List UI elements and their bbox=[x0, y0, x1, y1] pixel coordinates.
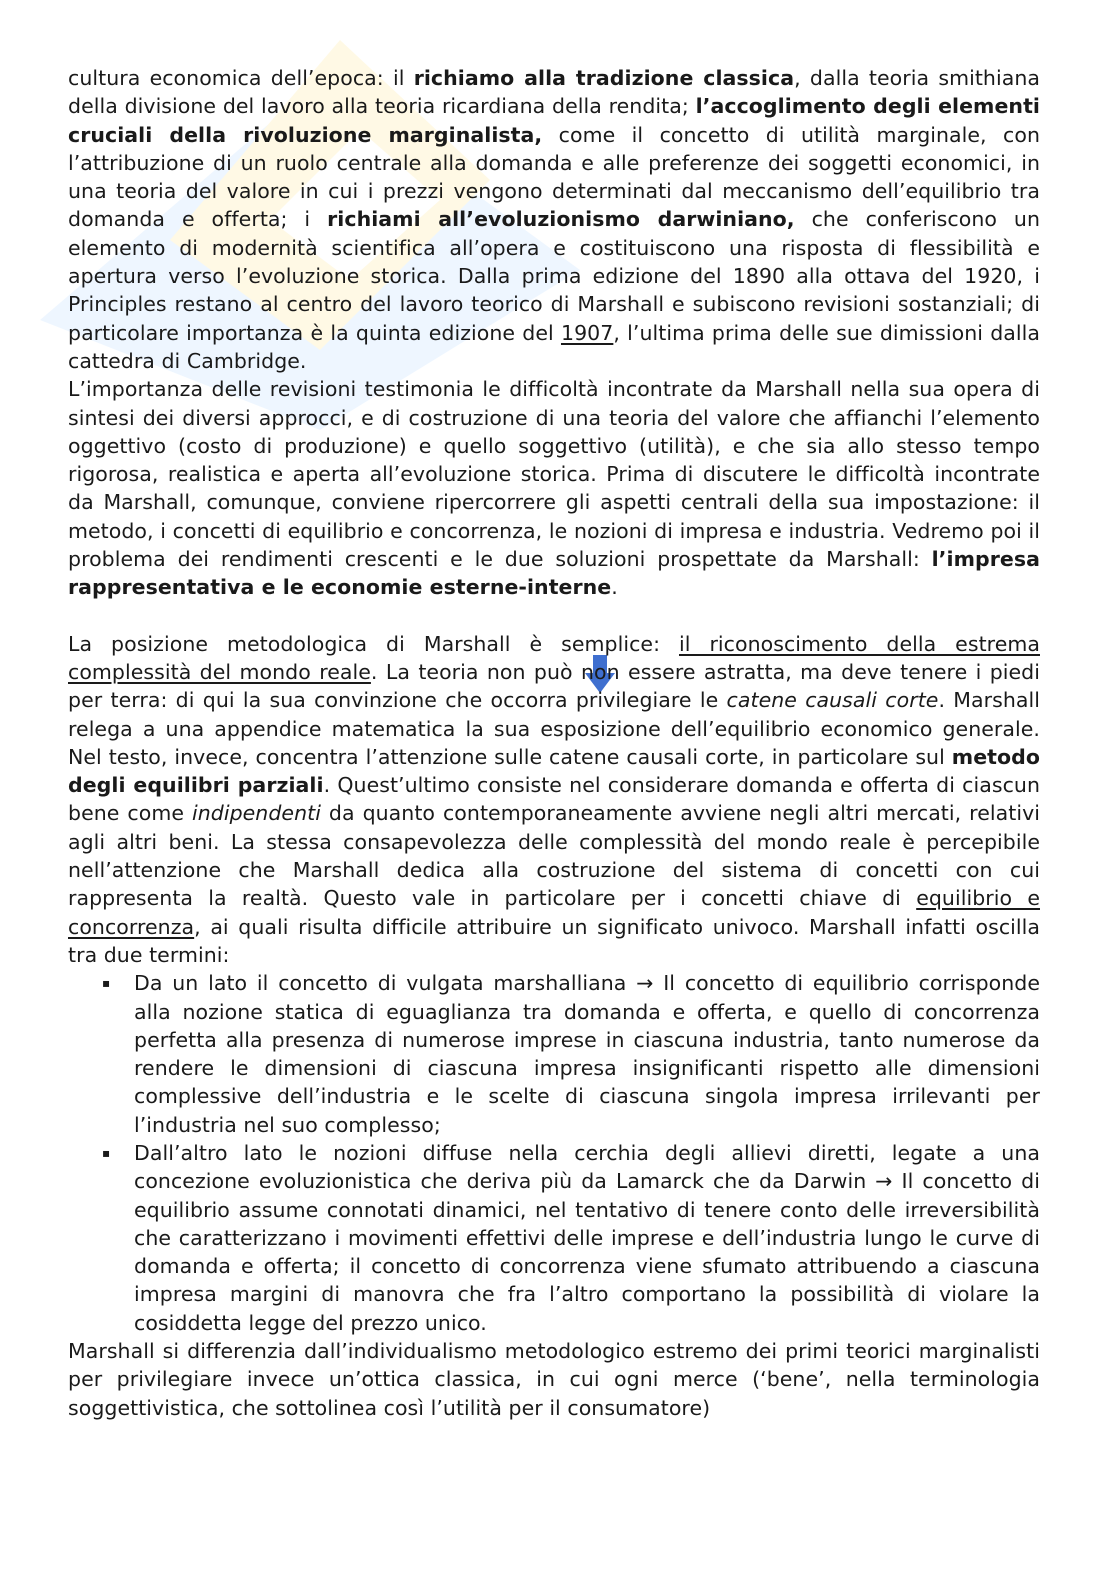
paragraph-classical-tradition bbox=[68, 64, 1040, 375]
bold-phrase: metodo degli equilibri parziali bbox=[68, 744, 1040, 798]
text-run: come il concetto di utilità marginale, con l’attribuzione di un ruolo centrale alla domanda e alle preferenze dei soggetti economici, in una teoria del valore in cui i prezzi vengono determinati dal meccanismo dell’equilibrio tra domanda e offerta; i bbox=[68, 122, 1041, 232]
text-run: . bbox=[611, 575, 618, 600]
bullet-list bbox=[68, 969, 1040, 1337]
underlined-phrase: equilibrio e concorrenza bbox=[68, 886, 1040, 939]
italic-phrase: indipendenti bbox=[191, 801, 321, 826]
text-run: , l’ultima prima delle sue dimissioni dalla cattedra di Cambridge. bbox=[68, 320, 1040, 373]
underlined-year: 1907 bbox=[560, 320, 614, 345]
text-run: . Quest’ultimo consiste nel considerare domanda e offerta di ciascun bene come bbox=[68, 773, 1040, 826]
underlined-phrase: il riconoscimento della estrema complessità del mondo reale bbox=[68, 631, 1040, 684]
bold-phrase: l’impresa rappresentativa e le economie esterne-interne bbox=[68, 547, 1040, 600]
bullet-marker: ▪ bbox=[102, 1145, 111, 1160]
text-run: . La teoria non può non essere astratta, ma deve tenere i piedi per terra: di qui la sua convinzione che occorra privilegiare le bbox=[68, 659, 1040, 713]
text-run: , ai quali risulta difficile attribuire un significato univoco. Marshall infatti oscilla tra due termini: bbox=[68, 914, 1040, 967]
bold-phrase: l’accoglimento degli elementi cruciali della rivoluzione marginalista, bbox=[68, 94, 1040, 147]
text-run: che conferiscono un elemento di modernità scientifica all’opera e costituiscono una risposta di flessibilità e apertura verso l’evoluzione storica. Dalla prima edizione del 1890 alla ottava del 1920, i Principles restano al centro del lavoro teorico di Marshall e subiscono revisioni sostanziali; di particolare importanza è la quinta edizione del bbox=[68, 207, 1040, 345]
list-item-text: Dall’altro lato le nozioni diffuse nella cerchia degli allievi diretti, legate a una concezione evoluzionistica che deriva più da Lamarck che da Darwin → Il concetto di equilibrio assume connotati dinamici, nel tentativo di tenere conto delle irreversibilità che caratterizzano i movimenti effettivi delle imprese e dell’industria lungo le curve di domanda e offerta; il concetto di concorrenza viene sfumato attribuendo a ciascuna impresa margini di manovra che fra l’altro comportano la possibilità di violare la cosiddetta legge del prezzo unico. bbox=[134, 1140, 1040, 1335]
bold-phrase: richiamo alla tradizione classica bbox=[413, 66, 795, 90]
text-run: , dalla teoria smithiana della divisione del lavoro alla teoria ricardiana della rendita; bbox=[68, 66, 1040, 119]
text-run: La posizione metodologica di Marshall è semplice: bbox=[68, 631, 679, 656]
text-run: cultura economica dell’epoca: il bbox=[68, 66, 414, 90]
text-run: Marshall si differenzia dall’individualismo metodologico estremo dei primi teorici marginalisti per privilegiare invece un’ottica classica, in cui ogni merce (‘bene’, nella terminologia soggettivistica, che sottolinea così l’utilità per il consumatore) bbox=[68, 1339, 1040, 1420]
text-run: da quanto contemporaneamente avviene negli altri mercati, relativi agli altri beni. La stessa consapevolezza delle complessità del mondo reale è percepibile nell’attenzione che Marshall dedica alla costruzione del sistema di concetti con cui rappresenta la realtà. Questo vale in particolare per i concetti chiave di bbox=[68, 801, 1040, 911]
text-run: L’importanza delle revisioni testimonia le difficoltà incontrate da Marshall nella sua opera di sintesi dei diversi approcci, e di costruzione di una teoria del valore che affianchi l’elemento oggettivo (costo di produzione) e quello soggettivo (utilità), e che sia allo stesso tempo rigorosa, realistica e aperta all’evoluzione storica. Prima di discutere le difficoltà incontrate da Marshall, comunque, conviene ripercorrere gli aspetti centrali della sua impostazione: il metodo, i concetti di equilibrio e concorrenza, le nozioni di impresa e industria. Vedremo poi il problema dei rendimenti crescenti e le due soluzioni prospettate da Marshall: bbox=[68, 377, 1040, 572]
paragraph-revisions bbox=[68, 375, 1040, 601]
italic-phrase: catene causali corte bbox=[726, 688, 939, 713]
list-item bbox=[68, 1139, 1040, 1337]
list-item-text: Da un lato il concetto di vulgata marshalliana → Il concetto di equilibrio corrisponde alla nozione statica di eguaglianza tra domanda e offerta, e quello di concorrenza perfetta alla presenza di numerose imprese in ciascuna industria, tanto numerose da rendere le dimensioni di ciascuna impresa insignificanti rispetto alle dimensioni complessive dell’industria e le scelte di ciascuna singola impresa irrilevanti per l’industria nel suo complesso; bbox=[134, 971, 1040, 1137]
text-run: . Marshall relega a una appendice matematica la sua esposizione dell’equilibrio economico generale. Nel testo, invece, concentra l’attenzione sulle catene causali corte, in particolare sul bbox=[68, 688, 1040, 769]
list-item bbox=[68, 969, 1040, 1139]
bullet-marker: ▪ bbox=[102, 976, 111, 991]
paragraph-methodology bbox=[68, 630, 1040, 970]
bold-phrase: richiami all’evoluzionismo darwiniano, bbox=[327, 207, 795, 232]
paragraph-individualism bbox=[68, 1337, 1040, 1422]
document-body bbox=[68, 64, 1040, 1422]
